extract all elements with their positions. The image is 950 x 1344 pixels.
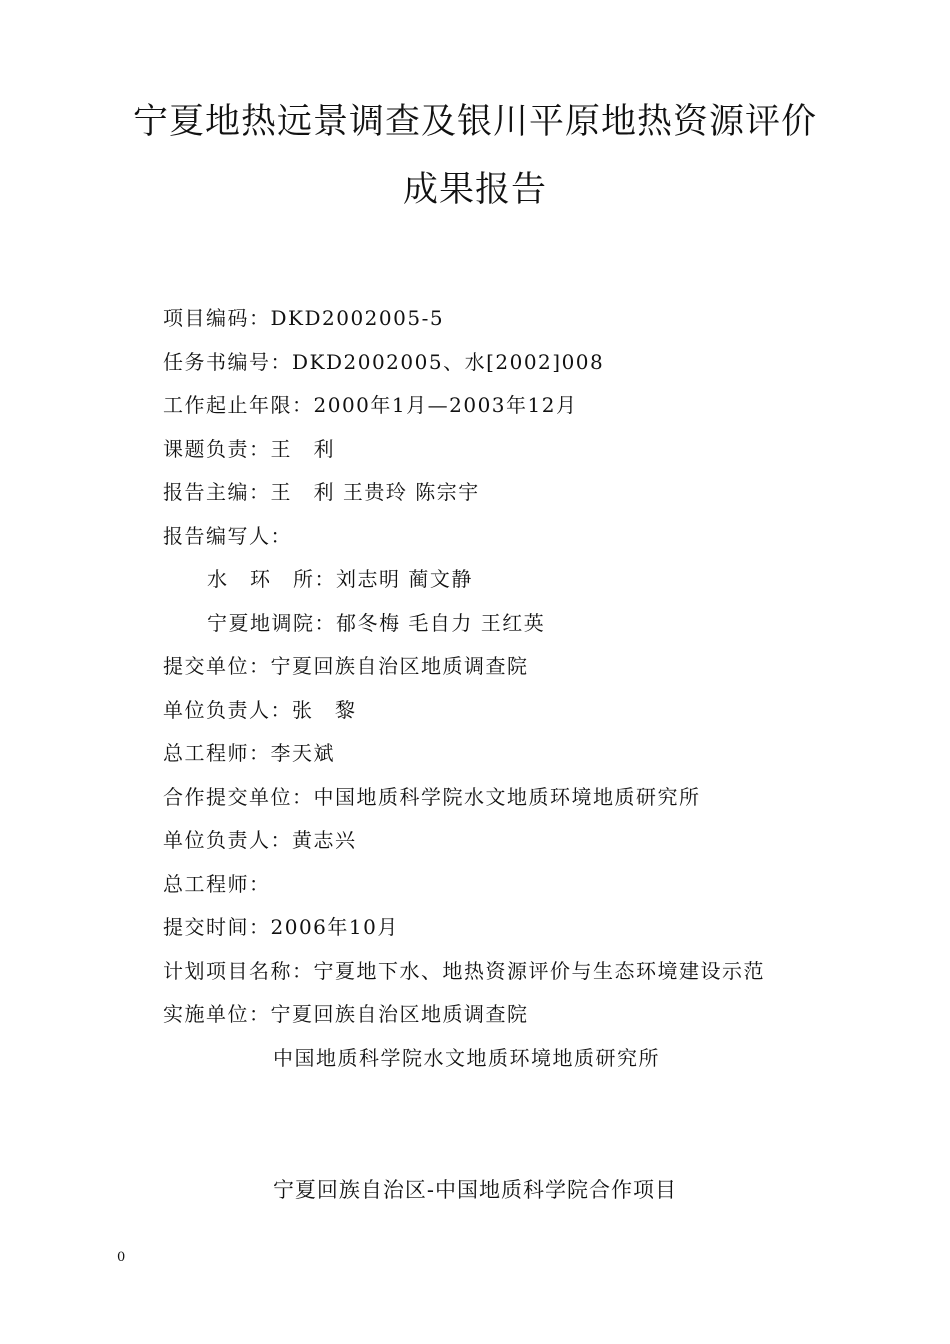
chief-engineer-2: 总工程师： bbox=[163, 871, 271, 896]
writers-shui-huan-suo: 水 环 所：刘志明 蔺文静 bbox=[207, 567, 473, 591]
unit-lead-2: 单位负责人：黄志兴 bbox=[163, 828, 357, 852]
writers-ningxia-survey: 宁夏地调院：郁冬梅 毛自力 王红英 bbox=[207, 610, 546, 635]
implementation-unit-2: 中国地质科学院水文地质环境地质研究所 bbox=[273, 1045, 660, 1070]
plan-project-name: 计划项目名称：宁夏地下水、地热资源评价与生态环境建设示范 bbox=[163, 958, 765, 983]
submit-unit: 提交单位：宁夏回族自治区地质调查院 bbox=[163, 654, 529, 678]
writers-label: 报告编写人： bbox=[163, 523, 292, 548]
page-number: 0 bbox=[117, 1250, 126, 1265]
submit-time: 提交时间：2006年10月 bbox=[163, 915, 399, 939]
cooperation-footer: 宁夏回族自治区-中国地质科学院合作项目 bbox=[272, 1178, 678, 1202]
implementation-unit: 实施单位：宁夏回族自治区地质调查院 bbox=[163, 1002, 529, 1026]
coop-submit-unit: 合作提交单位：中国地质科学院水文地质环境地质研究所 bbox=[163, 784, 701, 809]
report-title-line-2: 成果报告 bbox=[402, 170, 547, 210]
topic-lead: 课题负责：王 利 bbox=[163, 436, 335, 461]
unit-lead-1: 单位负责人：张 黎 bbox=[163, 697, 357, 722]
chief-editors: 报告主编：王 利 王贵玲 陈宗宇 bbox=[163, 480, 480, 504]
project-code: 项目编码：DKD2002005-5 bbox=[163, 306, 445, 330]
chief-engineer-1: 总工程师：李天斌 bbox=[163, 741, 335, 765]
work-period: 工作起止年限：2000年1月—2003年12月 bbox=[163, 393, 578, 417]
report-title-line-1: 宁夏地热远景调查及银川平原地热资源评价 bbox=[132, 102, 817, 142]
report-info-block bbox=[163, 300, 883, 1083]
task-number: 任务书编号：DKD2002005、水[2002]008 bbox=[163, 349, 605, 374]
